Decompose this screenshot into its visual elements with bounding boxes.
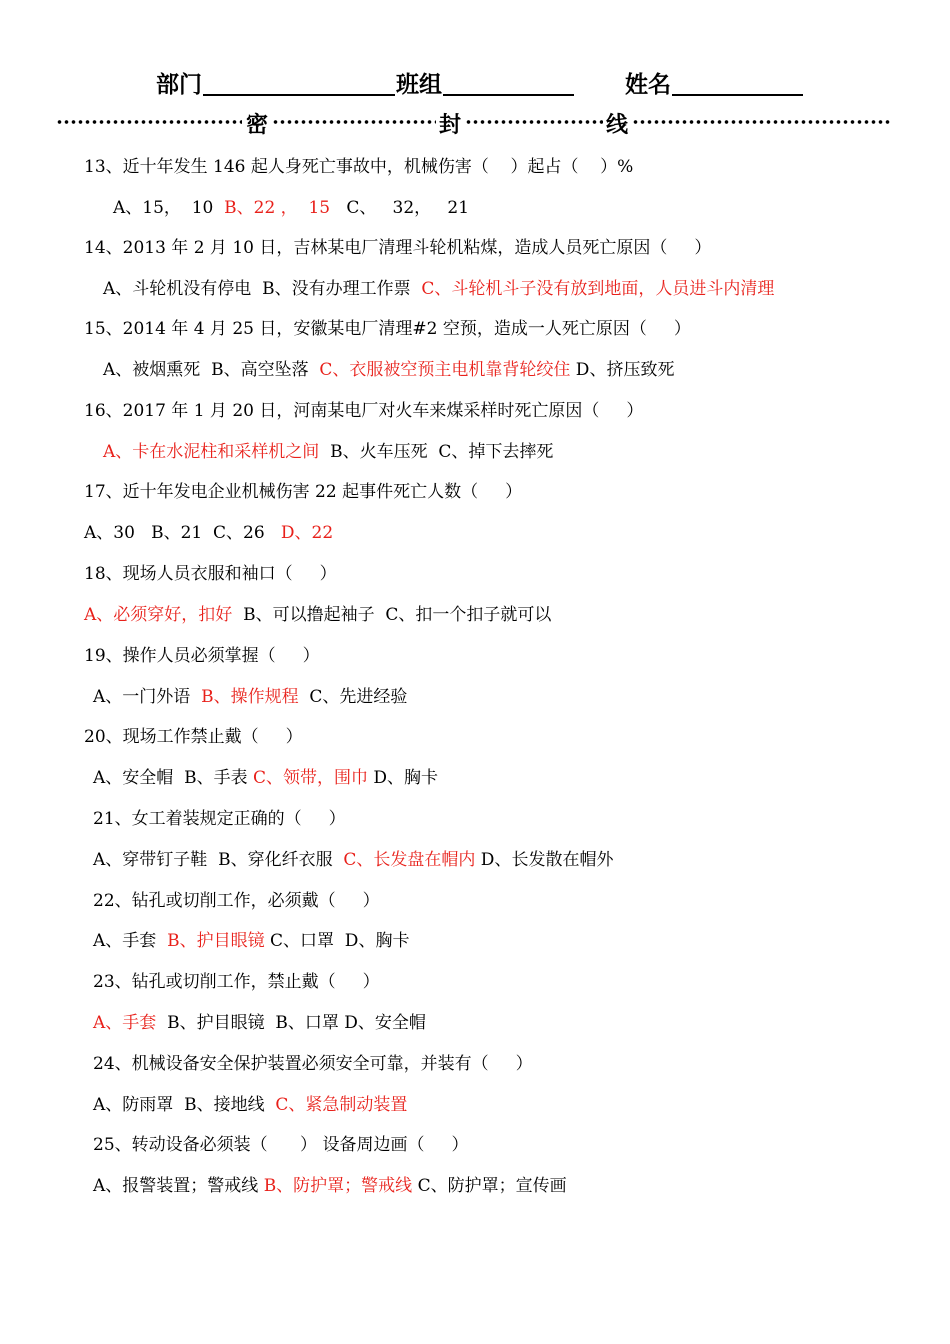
options-line [113, 196, 469, 220]
line-text: C、口罩 D、胸卡 [264, 931, 410, 951]
line-text: A、安全帽 B、手表 [93, 768, 253, 788]
exam-header [0, 62, 950, 102]
options-line [103, 358, 674, 382]
department-blank[interactable] [203, 94, 395, 96]
seal-dots [465, 120, 603, 124]
line-text: 18、现场人员衣服和袖口（ ） [84, 564, 337, 584]
line-text: 15、2014 年 4 月 25 日，安徽某电厂清理#2 空预，造成一人死亡原因（ ） [84, 319, 691, 339]
answer-text: C、斗轮机斗子没有放到地面，人员进斗内清理 [421, 279, 775, 299]
team-label: 班组 [396, 72, 442, 98]
answer-text: A、必须穿好，扣好 [84, 605, 233, 625]
line-text: D、挤压致死 [570, 360, 675, 380]
options-line [93, 848, 613, 872]
question-line [84, 236, 711, 260]
seal-char-xian: 线 [606, 113, 629, 138]
line-text: 23、钻孔或切削工作，禁止戴（ ） [93, 972, 380, 992]
answer-text: B、防护罩；警戒线 [263, 1176, 413, 1196]
answer-text: C、衣服被空预主电机靠背轮绞住 [319, 360, 571, 380]
seal-dots [632, 120, 892, 124]
line-text: A、一门外语 [93, 687, 202, 707]
answer-text: C、长发盘在帽内 [343, 850, 476, 870]
question-line [84, 562, 337, 586]
line-text: A、报警装置；警戒线 [93, 1176, 264, 1196]
line-text: 24、机械设备安全保护装置必须安全可靠，并装有（ ） [93, 1054, 533, 1074]
options-line [93, 929, 409, 953]
options-line [84, 521, 333, 545]
question-line [93, 970, 380, 994]
line-text: 21、女工着装规定正确的（ ） [93, 809, 346, 829]
line-text: 17、近十年发电企业机械伤害 22 起事件死亡人数（ ） [84, 482, 523, 502]
answer-text: D、22 [280, 523, 334, 543]
question-line [93, 1133, 468, 1157]
seal-dots [272, 120, 436, 124]
line-text: C、先进经验 [298, 687, 408, 707]
line-text: 16、2017 年 1 月 20 日，河南某电厂对火车来煤采样时死亡原因（ ） [84, 401, 644, 421]
question-line [93, 807, 346, 831]
line-text: A、防雨罩 B、接地线 [93, 1095, 276, 1115]
line-text: D、胸卡 [368, 768, 439, 788]
question-line [93, 889, 380, 913]
question-line [93, 1052, 533, 1076]
answer-text: B、操作规程 [201, 687, 299, 707]
line-text: A、15， 10 [113, 198, 225, 218]
options-line [103, 440, 553, 464]
question-line [84, 155, 633, 179]
line-text: A、斗轮机没有停电 B、没有办理工作票 [103, 279, 422, 299]
line-text: 25、转动设备必须装（ ） 设备周边画（ ） [93, 1135, 469, 1155]
options-line [93, 1093, 407, 1117]
answer-text: A、手套 [93, 1013, 157, 1033]
options-line [93, 1174, 567, 1198]
options-line [93, 1011, 426, 1035]
question-line [84, 399, 643, 423]
answer-text: B、22 ， 15 [224, 198, 331, 218]
line-text: A、30 B、21 C、26 [84, 523, 281, 543]
options-line [103, 277, 774, 301]
question-line [84, 317, 691, 341]
line-text: C、 32， 21 [330, 198, 470, 218]
seal-line [56, 108, 892, 138]
line-text: 22、钻孔或切削工作，必须戴（ ） [93, 891, 380, 911]
question-line [84, 480, 522, 504]
question-line [84, 644, 320, 668]
line-text: 14、2013 年 2 月 10 日，吉林某电厂清理斗轮机粘煤，造成人员死亡原因（ ） [84, 238, 712, 258]
line-text: A、手套 [93, 931, 168, 951]
name-label: 姓名 [625, 72, 671, 98]
line-text: B、可以撸起袖子 C、扣一个扣子就可以 [232, 605, 552, 625]
line-text: 19、操作人员必须掌握（ ） [84, 646, 320, 666]
question-line [84, 725, 303, 749]
answer-text: C、领带，围巾 [252, 768, 368, 788]
seal-char-feng: 封 [439, 113, 462, 138]
options-line [93, 766, 438, 790]
line-text: 13、近十年发生 146 起人身死亡事故中，机械伤害（ ）起占（ ）% [84, 157, 634, 177]
answer-text: B、护目眼镜 [167, 931, 265, 951]
options-line [93, 685, 407, 709]
seal-dots [56, 120, 242, 124]
line-text: B、护目眼镜 B、口罩 D、安全帽 [156, 1013, 426, 1033]
line-text: A、穿带钉子鞋 B、穿化纤衣服 [93, 850, 344, 870]
department-label: 部门 [156, 72, 202, 98]
seal-char-mi: 密 [246, 113, 269, 138]
options-line [84, 603, 551, 627]
line-text: A、被烟熏死 B、高空坠落 [103, 360, 320, 380]
name-blank[interactable] [672, 94, 803, 96]
answer-text: C、紧急制动装置 [275, 1095, 408, 1115]
line-text: C、防护罩；宣传画 [412, 1176, 567, 1196]
team-blank[interactable] [443, 94, 574, 96]
line-text: D、长发散在帽外 [475, 850, 614, 870]
line-text: B、火车压死 C、掉下去摔死 [319, 442, 554, 462]
answer-text: A、卡在水泥柱和采样机之间 [103, 442, 320, 462]
line-text: 20、现场工作禁止戴（ ） [84, 727, 303, 747]
